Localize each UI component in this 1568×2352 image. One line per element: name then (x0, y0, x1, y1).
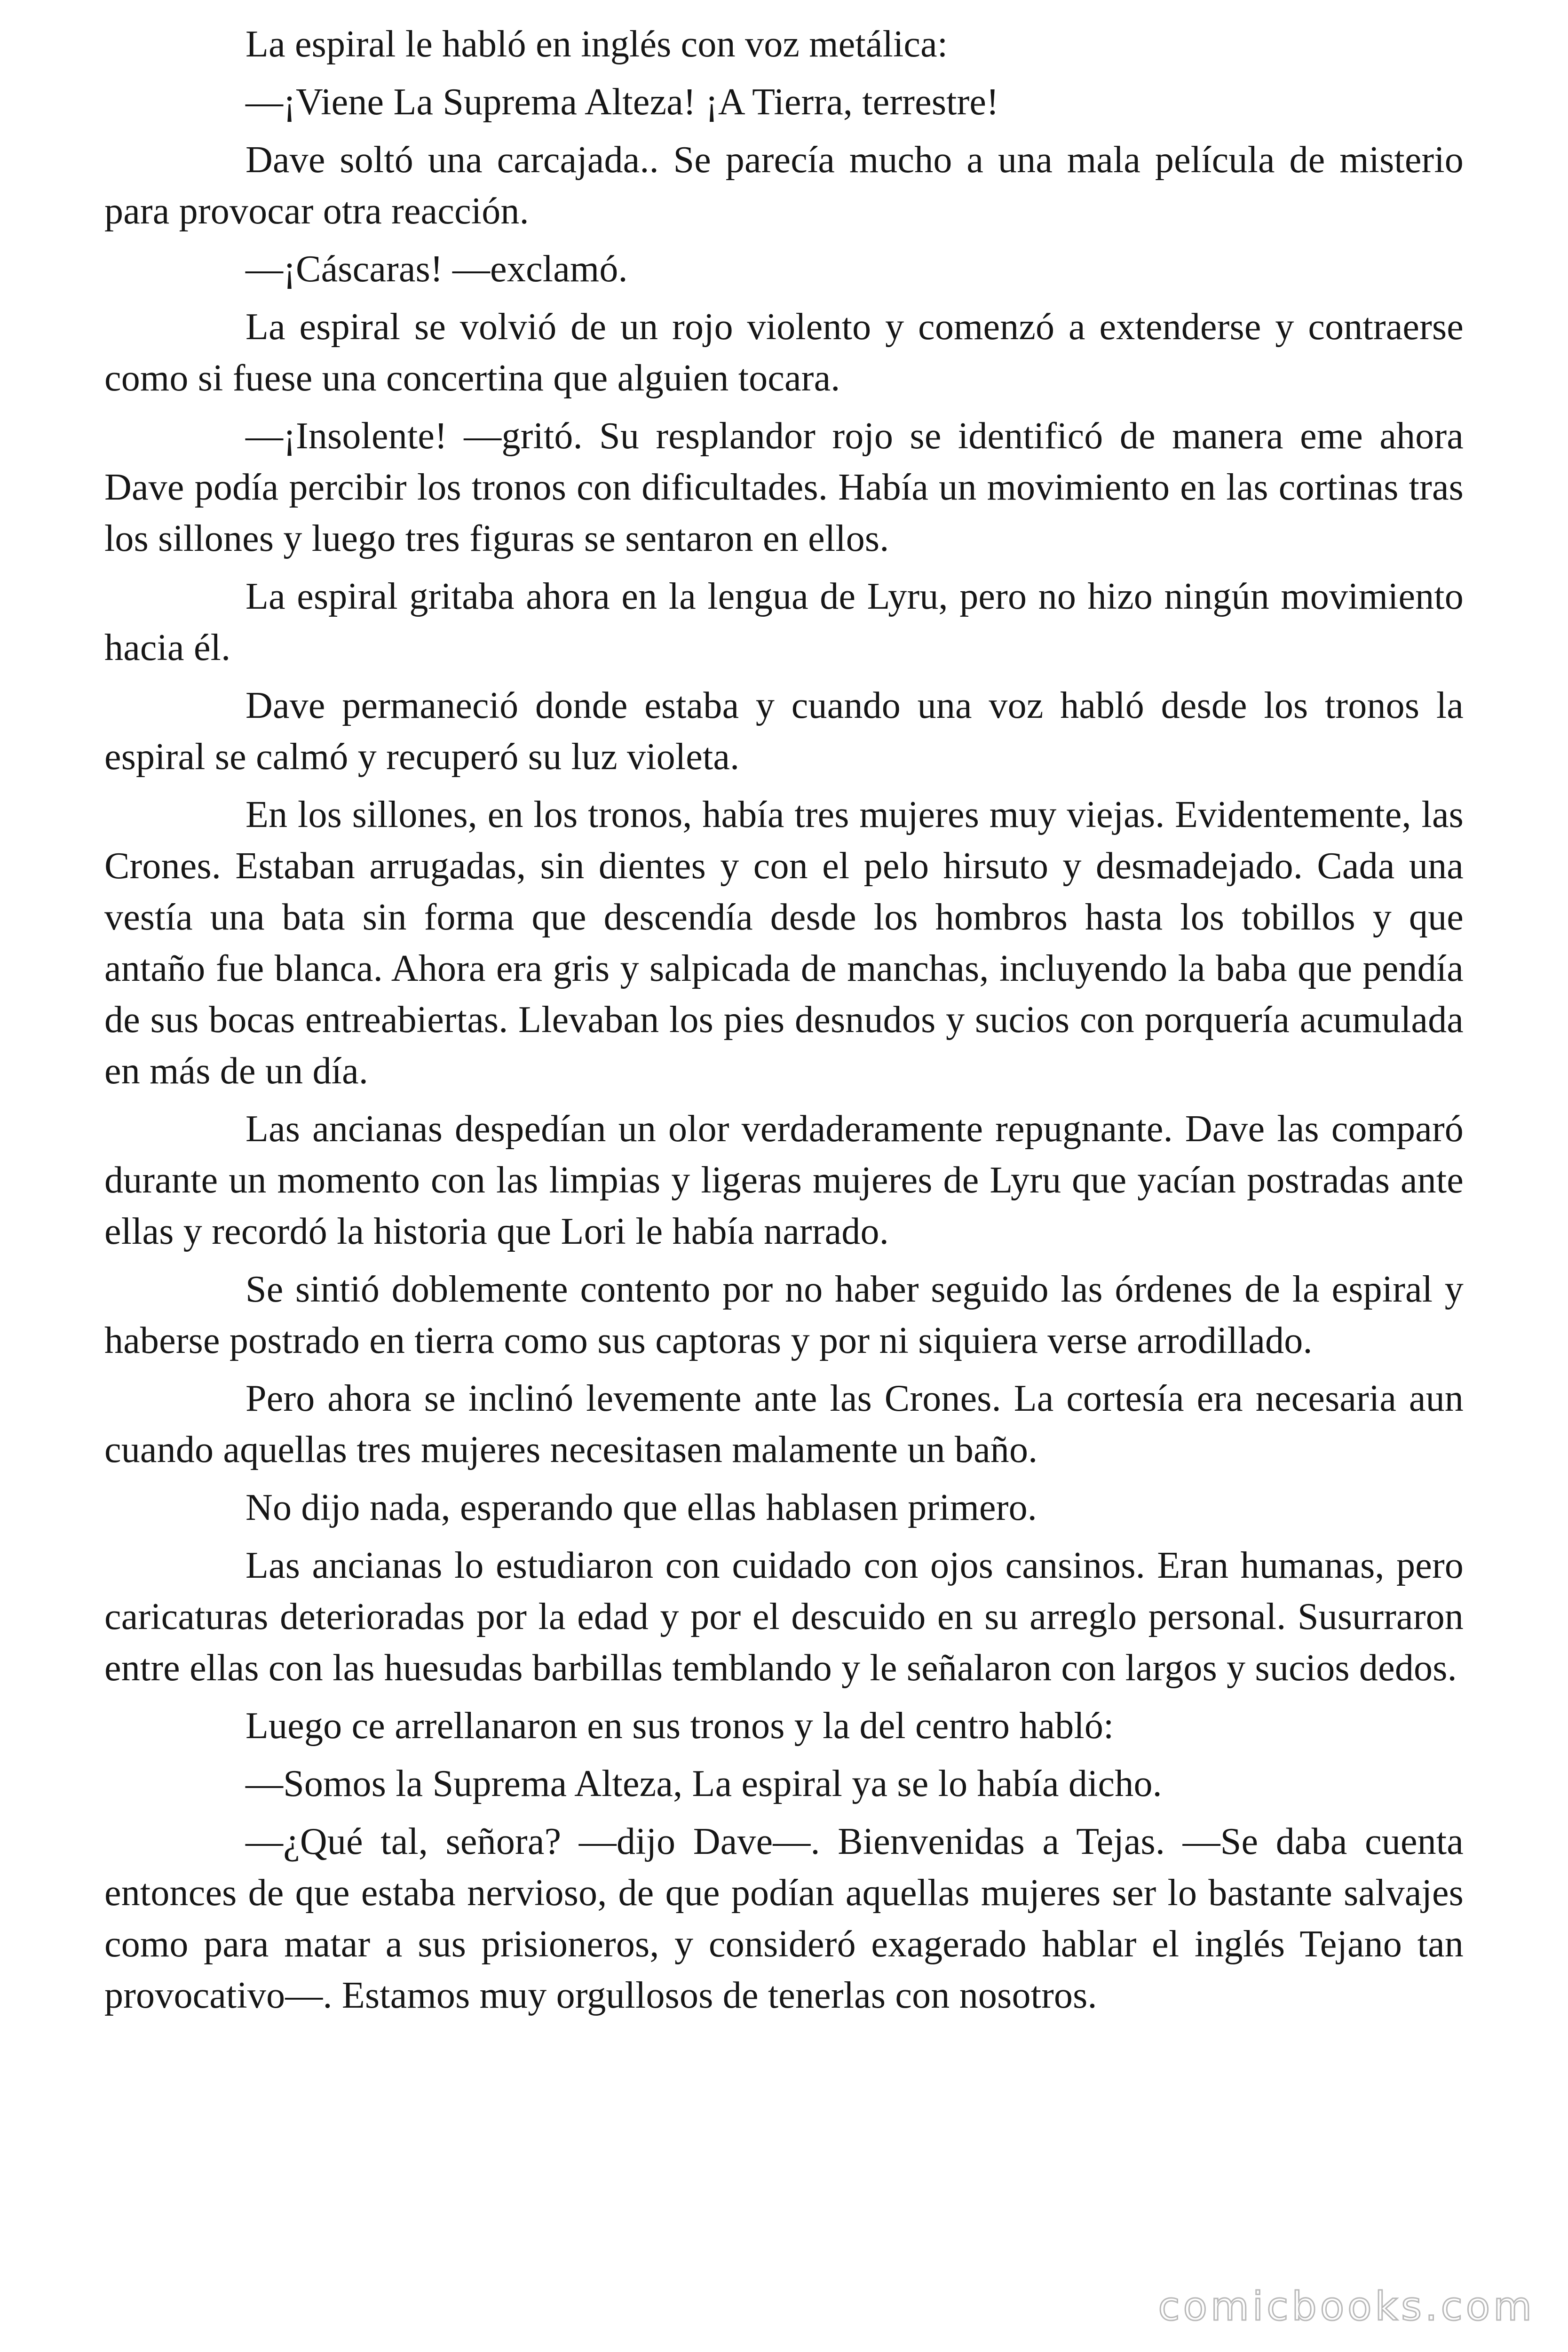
paragraph: —¡Insolente! —gritó. Su resplandor rojo se identificó de manera eme ahora Dave podía percibir los tronos con dificultades. Había un movimiento en las cortinas tras los sillones y luego tres figuras se sentaron en ellos. (104, 415, 1464, 559)
paragraph: La espiral le habló en inglés con voz metálica: (245, 24, 948, 65)
paragraph: Dave permaneció donde estaba y cuando una voz habló desde los tronos la espiral se calmó y recuperó su luz violeta. (104, 685, 1464, 778)
paragraph: Las ancianas lo estudiaron con cuidado con ojos cansinos. Eran humanas, pero caricaturas deterioradas por la edad y por el descuido en su arreglo personal. Susurraron entre ellas con las huesudas barbillas temblando y le señalaron con largos y sucios dedos. (104, 1545, 1464, 1689)
book-page (104, 19, 1464, 2028)
paragraph: La espiral gritaba ahora en la lengua de Lyru, pero no hizo ningún movimiento hacia él. (104, 576, 1464, 668)
paragraph: En los sillones, en los tronos, había tres mujeres muy viejas. Evidentemente, las Crones. Estaban arrugadas, sin dientes y con el pelo hirsuto y desmadejado. Cada una vestía una bata sin forma que descendía desde los hombros hasta los tobillos y que antaño fue blanca. Ahora era gris y salpicada de manchas, incluyendo la baba que pendía de sus bocas entreabiertas. Llevaban los pies desnudos y sucios con porquería acumulada en más de un día. (104, 794, 1464, 1092)
paragraph: —¿Qué tal, señora? —dijo Dave—. Bienvenidas a Tejas. —Se daba cuenta entonces de que estaba nervioso, de que podían aquellas mujeres ser lo bastante salvajes como para matar a sus prisioneros, y consideró exagerado hablar el inglés Tejano tan provocativo—. Estamos muy orgullosos de tenerlas con nosotros. (104, 1821, 1464, 2016)
paragraph: —Somos la Suprema Alteza, La espiral ya se lo había dicho. (245, 1763, 1162, 1804)
paragraph: Las ancianas despedían un olor verdaderamente repugnante. Dave las comparó durante un momento con las limpias y ligeras mujeres de Lyru que yacían postradas ante ellas y recordó la historia que Lori le había narrado. (104, 1108, 1464, 1252)
watermark: comicbooks.com (1158, 2283, 1535, 2329)
paragraph: La espiral se volvió de un rojo violento y comenzó a extenderse y contraerse como si fuese una concertina que alguien tocara. (104, 306, 1464, 399)
paragraph: Se sintió doblemente contento por no haber seguido las órdenes de la espiral y haberse postrado en tierra como sus captoras y por ni siquiera verse arrodillado. (104, 1269, 1464, 1361)
paragraph: Luego ce arrellanaron en sus tronos y la del centro habló: (245, 1705, 1114, 1747)
paragraph: Dave soltó una carcajada.. Se parecía mucho a una mala película de misterio para provocar otra reacción. (104, 139, 1464, 232)
paragraph: No dijo nada, esperando que ellas hablasen primero. (245, 1487, 1037, 1528)
paragraph: —¡Viene La Suprema Alteza! ¡A Tierra, terrestre! (245, 81, 999, 123)
paragraph: —¡Cáscaras! —exclamó. (245, 248, 628, 290)
paragraph: Pero ahora se inclinó levemente ante las Crones. La cortesía era necesaria aun cuando aquellas tres mujeres necesitasen malamente un baño. (104, 1378, 1464, 1470)
